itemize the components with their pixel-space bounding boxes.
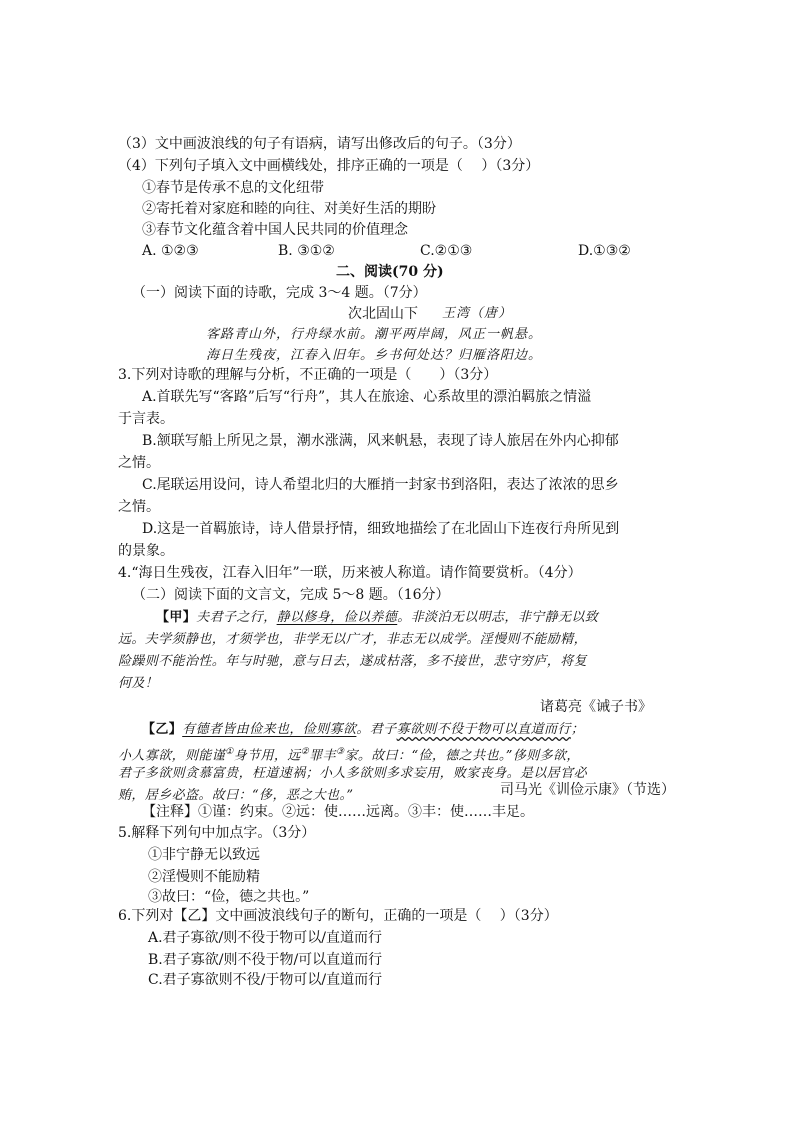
passage-text: 家。故曰：“俭，德之共也。”侈则多欲， [344, 748, 580, 764]
option-a: A. ①②③ [142, 243, 199, 259]
passage-jia-line: 何及！ [118, 676, 159, 691]
passage-jia-line: 险躁则不能治性。年与时驰，意与日去，遂成枯落，多不接世，悲守穷庐，将复 [118, 654, 588, 669]
sentence-item: ①春节是传承不息的文化纽带 [142, 180, 324, 196]
q3-option-d-cont: 的景象。 [118, 543, 174, 559]
question-3-correction: （3）文中画波浪线的句子有语病，请写出修改后的句子。（3分） [118, 136, 521, 152]
question-6-stem: 6.下列对【乙】文中画波浪线句子的断句，正确的一项是（ ）（3分） [118, 908, 558, 924]
poem-intro: （一）阅读下面的诗歌，完成 3～4 题。（7分） [132, 285, 427, 301]
q3-option-a-cont: 于言表。 [118, 411, 174, 427]
passage-text: 夫君子之行， [196, 610, 277, 625]
option-c: C.②①③ [420, 243, 473, 259]
section-title: 二、阅读(70 分) [336, 264, 444, 280]
underlined-phrase: 静以修身，俭以养德 [276, 610, 398, 625]
note-marker: ② [300, 747, 310, 757]
question-4-order: （4）下列句子填入文中画横线处，排序正确的一项是（ ）（3分） [118, 158, 540, 174]
wavy-underlined-sentence: 寡欲则不役于物可以直道而行 [396, 722, 571, 737]
question-4-stem: 4.“海日生残夜，江春入旧年”一联，历来被人称道。请作简要赏析。（4分） [118, 565, 582, 581]
passage-text: 罪丰 [309, 748, 336, 764]
poem-author: 王湾（唐） [442, 306, 513, 321]
note-marker: ① [225, 747, 234, 757]
passage-yi-line: 贿，居乡必盗。故曰：“侈，恶之大也。” [118, 788, 354, 803]
sentence-item: ③春节文化蕴含着中国人民共同的价值理念 [142, 222, 408, 238]
option-d: D.①③② [578, 243, 631, 259]
q6-option-b: B.君子寡欲/则不役于物/可以直道而行 [148, 952, 383, 968]
option-b: B. ③①② [278, 243, 335, 259]
poem-title: 次北固山下 [348, 306, 418, 322]
passage-jia-line: 远。夫学须静也，才须学也，非学无以广才，非志无以成学。淫慢则不能励精， [118, 632, 588, 647]
passage-text: 身节用，远 [233, 748, 301, 764]
passage-yi-line [118, 742, 580, 766]
passage-text: 。君子 [356, 722, 397, 737]
passage-jia-label: 【甲】 [156, 610, 197, 625]
passage-yi-label: 【乙】 [142, 722, 183, 737]
q3-option-b-cont: 之情。 [118, 455, 160, 471]
underlined-phrase: 有德者皆由俭来也，俭则寡欲 [182, 722, 357, 737]
q3-option-c-cont: 之情。 [118, 499, 160, 515]
q3-option-a: A.首联先写“客路”后写“行舟”，其人在旅途、心系故里的漂泊羁旅之情溢 [142, 389, 592, 405]
q3-option-d: D.这是一首羁旅诗，诗人借景抒情，细致地描绘了在北固山下连夜行舟所见到 [142, 521, 620, 537]
annotation-notes: 【注释】①谨：约束。②远：使……远离。③丰：使……丰足。 [142, 804, 534, 820]
q5-item: ①非宁静无以致远 [148, 847, 260, 863]
q6-option-c: C.君子寡欲则不役/于物可以/直道而行 [148, 972, 383, 988]
q5-item: ③故曰：“俭，德之共也。” [148, 889, 310, 905]
q5-item: ②淫慢则不能励精 [148, 869, 260, 885]
passage-jia-line [156, 608, 598, 628]
passage-yi-line: 君子多欲则贪慕富贵，枉道速祸；小人多欲则多求妄用，败家丧身。是以居官必 [118, 766, 588, 781]
passage-jia-source: 诸葛亮《诫子书》 [540, 699, 652, 715]
question-3-stem: 3.下列对诗歌的理解与分析，不正确的一项是（ ）（3分） [118, 367, 498, 383]
poem-line: 海日生残夜，江春入旧年。乡书何处达？归雁洛阳边。 [206, 348, 543, 363]
q6-option-a: A.君子寡欲/则不役于物可以/直道而行 [148, 930, 382, 946]
poem-line: 客路青山外，行舟绿水前。潮平两岸阔，风正一帆悬。 [206, 327, 543, 342]
sentence-item: ②寄托着对家庭和睦的向往、对美好生活的期盼 [142, 201, 436, 217]
q3-option-c: C.尾联运用设问，诗人希望北归的大雁捎一封家书到洛阳，表达了浓浓的思乡 [142, 477, 619, 493]
question-5-stem: 5.解释下列句中加点字。（3分） [118, 825, 316, 841]
note-marker: ③ [335, 747, 345, 757]
passage-text: 。非淡泊无以明志，非宁静无以致 [397, 610, 599, 625]
passage-yi-line [142, 720, 584, 740]
passage-text: 小人寡欲，则能谨 [118, 748, 226, 764]
passage-yi-source: 司马光《训俭示康》（节选） [500, 782, 675, 798]
passage-text: ； [570, 722, 585, 737]
classical-intro: （二）阅读下面的文言文，完成 5～8 题。（16分） [132, 587, 450, 603]
q3-option-b: B.颔联写船上所见之景，潮水涨满，风来帆悬，表现了诗人旅居在外内心抑郁 [142, 433, 619, 449]
